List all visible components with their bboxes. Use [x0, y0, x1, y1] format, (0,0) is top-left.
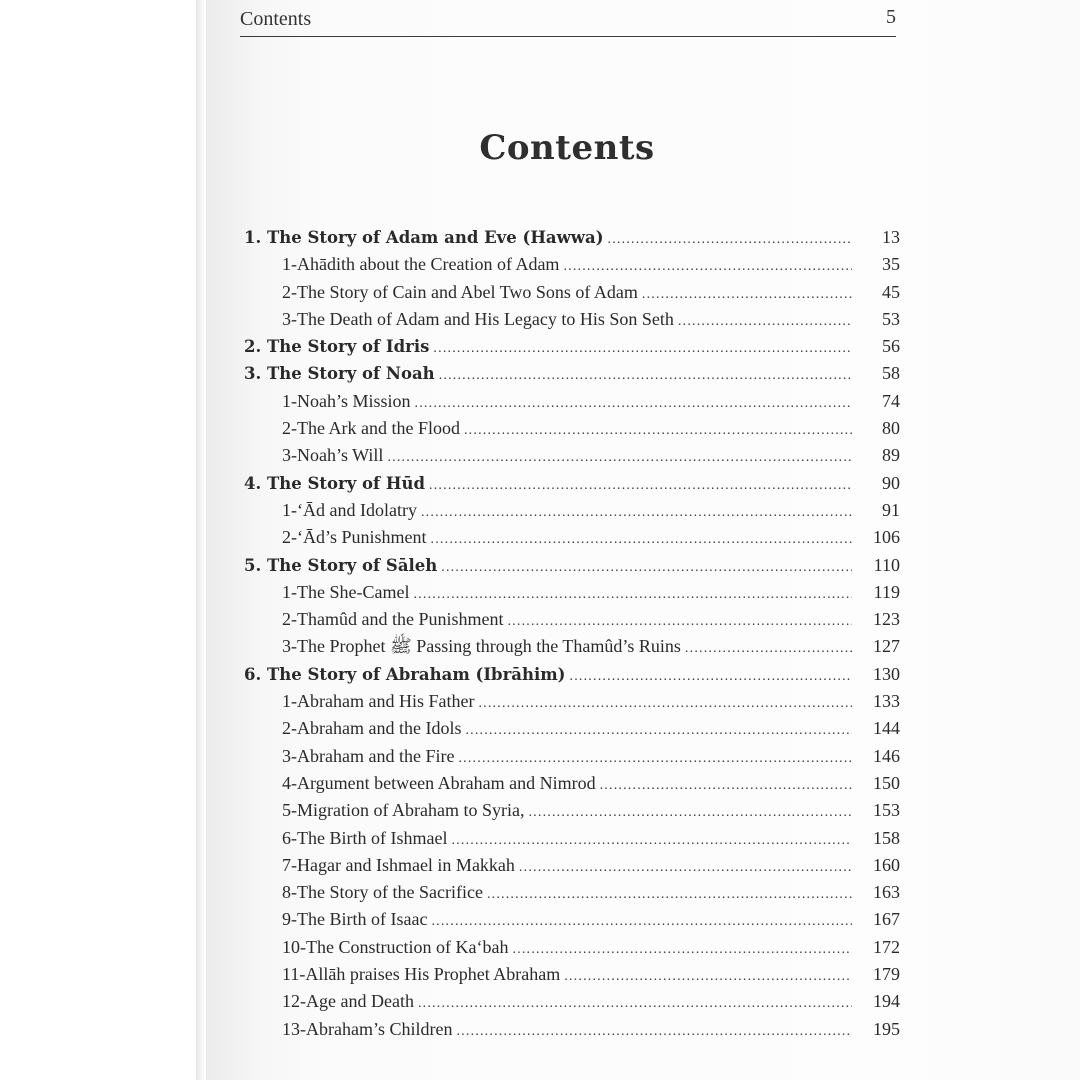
dot-leader	[421, 499, 852, 526]
toc-entry-title: 7-Hagar and Ishmael in Makkah	[282, 854, 515, 875]
dot-leader	[487, 881, 852, 908]
toc-chapter-entry	[244, 360, 900, 387]
toc-entry-title: 12-Age and Death	[282, 991, 414, 1012]
dot-leader	[451, 827, 852, 854]
toc-entry-title: 1-Ahādith about the Creation of Adam	[282, 254, 560, 275]
dot-leader	[507, 608, 852, 635]
toc-entry-title: 5. The Story of Sāleh	[244, 555, 438, 575]
toc-entry-title: 1-Abraham and His Father	[282, 691, 475, 712]
toc-chapter-entry	[244, 470, 900, 497]
toc-entry-title: 3-The Death of Adam and His Legacy to His Son Seth	[282, 308, 674, 329]
dot-leader	[456, 1018, 852, 1045]
dot-leader	[600, 772, 852, 799]
dot-leader	[387, 444, 852, 471]
toc-entry-page-number: 133	[873, 691, 900, 712]
dot-leader	[519, 854, 852, 881]
toc-section-entry	[244, 961, 900, 988]
toc-entry-page-number: 153	[873, 800, 900, 821]
toc-section-entry	[244, 633, 900, 660]
toc-entry-page-number: 119	[873, 581, 900, 602]
toc-entry-title: 3-Abraham and the Fire	[282, 745, 455, 766]
toc-section-entry	[244, 524, 900, 551]
toc-section-entry	[244, 825, 900, 852]
dot-leader	[458, 745, 852, 772]
toc-section-entry	[244, 934, 900, 961]
toc-entry-title: 10-The Construction of Ka‘bah	[282, 936, 509, 957]
toc-entry-page-number: 74	[882, 390, 900, 411]
toc-entry-page-number: 80	[882, 418, 900, 439]
running-head	[240, 8, 896, 37]
toc-chapter-entry	[244, 333, 900, 360]
toc-entry-page-number: 56	[882, 336, 900, 357]
toc-section-entry	[244, 906, 900, 933]
toc-entry-title: 3-The Prophet ﷺ Passing through the Thamûd’s Ruins	[282, 636, 681, 657]
toc-entry-title: 9-The Birth of Isaac	[282, 909, 428, 930]
dot-leader	[415, 390, 852, 417]
toc-section-entry	[244, 852, 900, 879]
toc-section-entry	[244, 279, 900, 306]
toc-entry-title: 11-Allāh praises His Prophet Abraham	[282, 964, 561, 985]
toc-entry-page-number: 106	[873, 527, 900, 548]
toc-chapter-entry	[244, 552, 900, 579]
toc-entry-page-number: 127	[873, 636, 900, 657]
dot-leader	[433, 335, 852, 362]
toc-section-entry	[244, 688, 900, 715]
toc-entry-title: 3. The Story of Noah	[244, 364, 435, 384]
toc-entry-page-number: 89	[882, 445, 900, 466]
toc-entry-page-number: 160	[873, 854, 900, 875]
toc-entry-title: 13-Abraham’s Children	[282, 1018, 453, 1039]
toc-entry-title: 2-Abraham and the Idols	[282, 718, 462, 739]
toc-entry-title: 1-‘Ād and Idolatry	[282, 499, 417, 520]
toc-entry-title: 5-Migration of Abraham to Syria,	[282, 800, 525, 821]
toc-section-entry	[244, 497, 900, 524]
toc-entry-title: 1-Noah’s Mission	[282, 390, 411, 411]
toc-entry-page-number: 179	[873, 964, 900, 985]
toc-chapter-entry	[244, 661, 900, 688]
running-head-title: Contents	[240, 8, 312, 30]
toc-section-entry	[244, 1016, 900, 1043]
toc-entry-page-number: 194	[873, 991, 900, 1012]
toc-entry-page-number: 110	[873, 554, 900, 575]
toc-entry-page-number: 146	[873, 745, 900, 766]
toc-section-entry	[244, 442, 900, 469]
toc-entry-title: 4-Argument between Abraham and Nimrod	[282, 772, 596, 793]
page-title: Contents	[479, 128, 655, 168]
toc-section-entry	[244, 879, 900, 906]
toc-entry-page-number: 13	[882, 227, 900, 247]
toc-entry-page-number: 35	[882, 254, 900, 275]
toc-entry-page-number: 58	[882, 363, 900, 384]
toc-section-entry	[244, 606, 900, 633]
dot-leader	[439, 362, 852, 389]
dot-leader	[512, 936, 852, 963]
page-number: 5	[886, 6, 896, 28]
toc-entry-title: 6. The Story of Abraham (Ibrāhim)	[244, 664, 566, 684]
toc-entry-page-number: 123	[873, 609, 900, 630]
toc-entry-page-number: 195	[873, 1018, 900, 1039]
toc-entry-page-number: 144	[873, 718, 900, 739]
dot-leader	[431, 526, 852, 553]
toc-chapter-entry	[244, 224, 900, 251]
toc-section-entry	[244, 415, 900, 442]
toc-section-entry	[244, 306, 900, 333]
toc-entry-title: 2. The Story of Idris	[244, 337, 430, 357]
toc-section-entry	[244, 797, 900, 824]
toc-section-entry	[244, 579, 900, 606]
toc-entry-page-number: 91	[882, 499, 900, 520]
dot-leader	[441, 554, 852, 581]
toc-section-entry	[244, 251, 900, 278]
toc-entry-title: 8-The Story of the Sacrifice	[282, 882, 483, 903]
toc-entry-title: 2-‘Ād’s Punishment	[282, 527, 427, 548]
dot-leader	[528, 799, 852, 826]
dot-leader	[642, 281, 852, 308]
table-of-contents	[244, 224, 900, 1043]
dot-leader	[465, 717, 852, 744]
toc-entry-page-number: 150	[873, 772, 900, 793]
dot-leader	[564, 963, 852, 990]
toc-section-entry	[244, 770, 900, 797]
dot-leader	[685, 635, 852, 662]
toc-entry-page-number: 90	[882, 472, 900, 493]
toc-entry-page-number: 45	[882, 281, 900, 302]
dot-leader	[563, 253, 852, 280]
toc-section-entry	[244, 715, 900, 742]
dot-leader	[464, 417, 852, 444]
dot-leader	[570, 663, 853, 690]
dot-leader	[431, 908, 852, 935]
dot-leader	[478, 690, 852, 717]
dot-leader	[608, 226, 852, 253]
dot-leader	[678, 308, 852, 335]
toc-entry-title: 4. The Story of Hūd	[244, 473, 426, 493]
toc-entry-page-number: 172	[873, 936, 900, 957]
toc-entry-page-number: 130	[873, 663, 900, 684]
toc-entry-title: 1-The She-Camel	[282, 581, 410, 602]
toc-entry-title: 2-Thamûd and the Punishment	[282, 609, 504, 630]
toc-entry-title: 3-Noah’s Will	[282, 445, 384, 466]
toc-entry-title: 6-The Birth of Ishmael	[282, 827, 448, 848]
dot-leader	[418, 990, 852, 1017]
toc-entry-page-number: 158	[873, 827, 900, 848]
dot-leader	[429, 472, 852, 499]
toc-entry-title: 1. The Story of Adam and Eve (Hawwa)	[244, 228, 604, 247]
toc-section-entry	[244, 388, 900, 415]
toc-section-entry	[244, 743, 900, 770]
toc-section-entry	[244, 988, 900, 1015]
toc-entry-title: 2-The Story of Cain and Abel Two Sons of Adam	[282, 281, 638, 302]
dot-leader	[413, 581, 852, 608]
toc-entry-page-number: 163	[873, 882, 900, 903]
toc-entry-page-number: 167	[873, 909, 900, 930]
toc-entry-title: 2-The Ark and the Flood	[282, 418, 460, 439]
toc-entry-page-number: 53	[882, 308, 900, 329]
